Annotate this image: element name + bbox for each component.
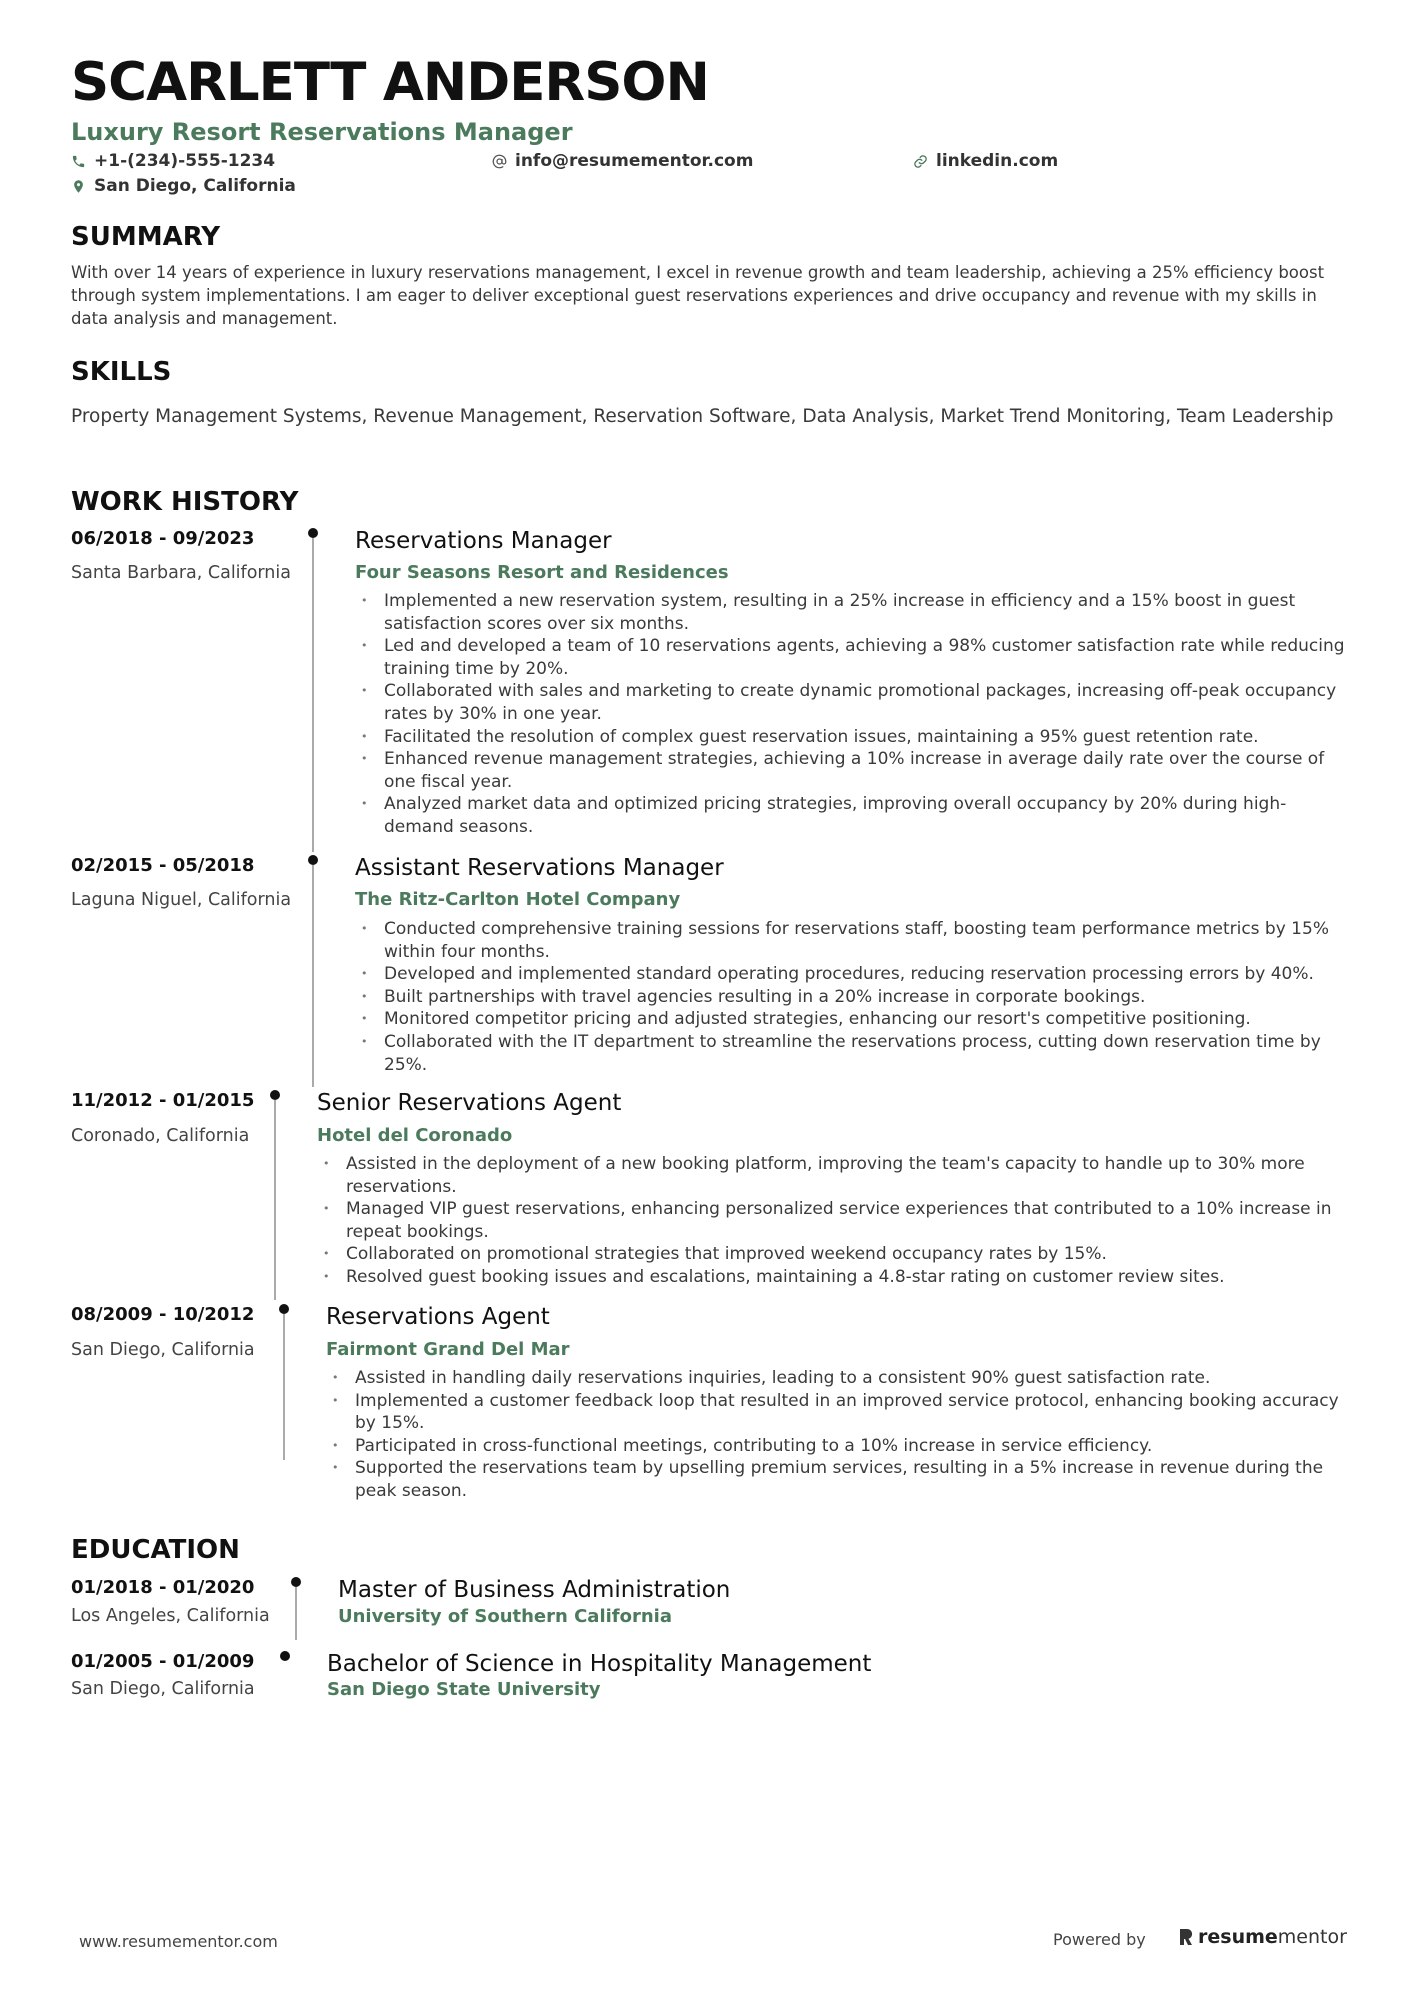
job-company: The Ritz-Carlton Hotel Company xyxy=(355,889,681,910)
job-bullet: • Collaborated with sales and marketing to create dynamic promotional packages, increasing off-peak occupancy rates by 30% in one year. xyxy=(355,680,1345,725)
job-location: Santa Barbara, California xyxy=(71,563,291,583)
job-bullet: • Developed and implemented standard operating procedures, reducing reservation processing errors by 40%. xyxy=(355,963,1345,986)
job-bullets xyxy=(355,590,1345,839)
job-bullet: • Collaborated with the IT department to streamline the reservations process, cutting down reservation time by 25%. xyxy=(355,1031,1345,1076)
job-location: San Diego, California xyxy=(71,1340,255,1360)
timeline-dot xyxy=(308,855,318,865)
candidate-title: Luxury Resort Reservations Manager xyxy=(71,118,573,146)
contact-location xyxy=(71,176,296,196)
contact-phone xyxy=(71,151,275,171)
job-title: Assistant Reservations Manager xyxy=(355,855,724,881)
job-bullet: • Collaborated on promotional strategies that improved weekend occupancy rates by 15%. xyxy=(317,1243,1347,1266)
contact-email xyxy=(492,151,753,171)
linkedin-text[interactable]: linkedin.com xyxy=(936,151,1059,171)
job-bullet: • Assisted in the deployment of a new booking platform, improving the team's capacity to handle up to 30% more reservations. xyxy=(317,1153,1347,1198)
timeline-line xyxy=(295,1587,297,1640)
footer-brand-logo[interactable] xyxy=(1178,1926,1347,1948)
job-bullet: • Resolved guest booking issues and escalations, maintaining a 4.8-star rating on customer review sites. xyxy=(317,1266,1347,1289)
timeline-dot xyxy=(291,1577,301,1587)
phone-text: +1-(234)-555-1234 xyxy=(94,151,276,171)
job-bullet: • Analyzed market data and optimized pricing strategies, improving overall occupancy by 20% during high-demand seasons. xyxy=(355,793,1345,838)
job-bullet: • Implemented a customer feedback loop that resulted in an improved service protocol, enhancing booking accuracy by 15%. xyxy=(326,1390,1346,1435)
at-sign-icon xyxy=(492,154,507,169)
job-company: Four Seasons Resort and Residences xyxy=(355,562,729,583)
job-bullet: • Managed VIP guest reservations, enhancing personalized service experiences that contributed to a 10% increase in repeat bookings. xyxy=(317,1198,1347,1243)
summary-text: With over 14 years of experience in luxury reservations management, I excel in revenue growth and team leadership, achieving a 25% efficiency boost through system implementations. I am eager to deliver exceptional guest reservations experiences and drive occupancy and revenue with my skills in data analysis and management. xyxy=(71,263,1325,328)
summary-heading: SUMMARY xyxy=(71,222,221,252)
job-bullet: • Conducted comprehensive training sessions for reservations staff, boosting team performance metrics by 15% within four months. xyxy=(355,918,1345,963)
timeline-dot xyxy=(279,1304,289,1314)
job-bullet: • Supported the reservations team by upselling premium services, resulting in a 5% increase in revenue during the peak season. xyxy=(326,1457,1346,1502)
timeline-dot xyxy=(280,1651,290,1661)
job-dates: 06/2018 - 09/2023 xyxy=(71,528,255,549)
job-title: Reservations Agent xyxy=(326,1304,550,1330)
education-dates: 01/2018 - 01/2020 xyxy=(71,1577,255,1598)
job-dates: 11/2012 - 01/2015 xyxy=(71,1090,255,1111)
job-bullet: • Led and developed a team of 10 reservations agents, achieving a 98% customer satisfaction rate while reducing training time by 20%. xyxy=(355,635,1345,680)
job-title: Reservations Manager xyxy=(355,528,612,554)
timeline-dot xyxy=(308,528,318,538)
job-bullets xyxy=(355,918,1345,1076)
resumementor-logo-icon xyxy=(1178,1927,1194,1947)
location-text: San Diego, California xyxy=(94,176,296,196)
contact-linkedin xyxy=(913,151,1058,171)
job-bullet: • Monitored competitor pricing and adjusted strategies, enhancing our resort's competitive positioning. xyxy=(355,1008,1345,1031)
job-location: Coronado, California xyxy=(71,1126,250,1146)
skills-heading: SKILLS xyxy=(71,357,172,387)
footer-website[interactable]: www.resumementor.com xyxy=(79,1932,278,1951)
job-bullets xyxy=(326,1367,1346,1503)
job-company: Hotel del Coronado xyxy=(317,1125,513,1146)
job-bullet: • Built partnerships with travel agencies resulting in a 20% increase in corporate bookings. xyxy=(355,986,1345,1009)
location-pin-icon xyxy=(71,179,86,194)
timeline-line xyxy=(312,538,314,852)
school-name: San Diego State University xyxy=(327,1679,601,1700)
job-bullet: • Enhanced revenue management strategies, achieving a 10% increase in average daily rate over the course of one fiscal year. xyxy=(355,748,1345,793)
skills-text: Property Management Systems, Revenue Management, Reservation Software, Data Analysis, Market Trend Monitoring, Team Leadership xyxy=(71,406,1334,427)
work-history-heading: WORK HISTORY xyxy=(71,487,299,517)
education-location: Los Angeles, California xyxy=(71,1606,270,1626)
degree-title: Bachelor of Science in Hospitality Management xyxy=(327,1651,872,1677)
job-bullet: • Implemented a new reservation system, resulting in a 25% increase in efficiency and a 15% boost in guest satisfaction scores over six months. xyxy=(355,590,1345,635)
brand-bold-text: resume xyxy=(1198,1926,1278,1948)
education-heading: EDUCATION xyxy=(71,1535,240,1565)
school-name: University of Southern California xyxy=(338,1606,673,1627)
timeline-line xyxy=(274,1100,276,1300)
job-bullet: • Facilitated the resolution of complex guest reservation issues, maintaining a 95% guest retention rate. xyxy=(355,726,1345,749)
phone-icon xyxy=(71,154,86,169)
job-dates: 08/2009 - 10/2012 xyxy=(71,1304,255,1325)
email-text[interactable]: info@resumementor.com xyxy=(515,151,754,171)
degree-title: Master of Business Administration xyxy=(338,1577,731,1603)
timeline-dot xyxy=(270,1090,280,1100)
job-dates: 02/2015 - 05/2018 xyxy=(71,855,255,876)
link-icon xyxy=(913,154,928,169)
job-company: Fairmont Grand Del Mar xyxy=(326,1339,570,1360)
education-dates: 01/2005 - 01/2009 xyxy=(71,1651,255,1672)
education-location: San Diego, California xyxy=(71,1679,255,1699)
job-bullet: • Participated in cross-functional meetings, contributing to a 10% increase in service efficiency. xyxy=(326,1435,1346,1458)
brand-light-text: mentor xyxy=(1277,1926,1347,1948)
job-bullet: • Assisted in handling daily reservations inquiries, leading to a consistent 90% guest satisfaction rate. xyxy=(326,1367,1346,1390)
timeline-line xyxy=(312,865,314,1087)
candidate-name: SCARLETT ANDERSON xyxy=(71,52,709,113)
footer-powered-by: Powered by xyxy=(1053,1930,1146,1949)
job-bullets xyxy=(317,1153,1347,1289)
timeline-line xyxy=(283,1314,285,1460)
job-location: Laguna Niguel, California xyxy=(71,890,292,910)
job-title: Senior Reservations Agent xyxy=(317,1090,622,1116)
